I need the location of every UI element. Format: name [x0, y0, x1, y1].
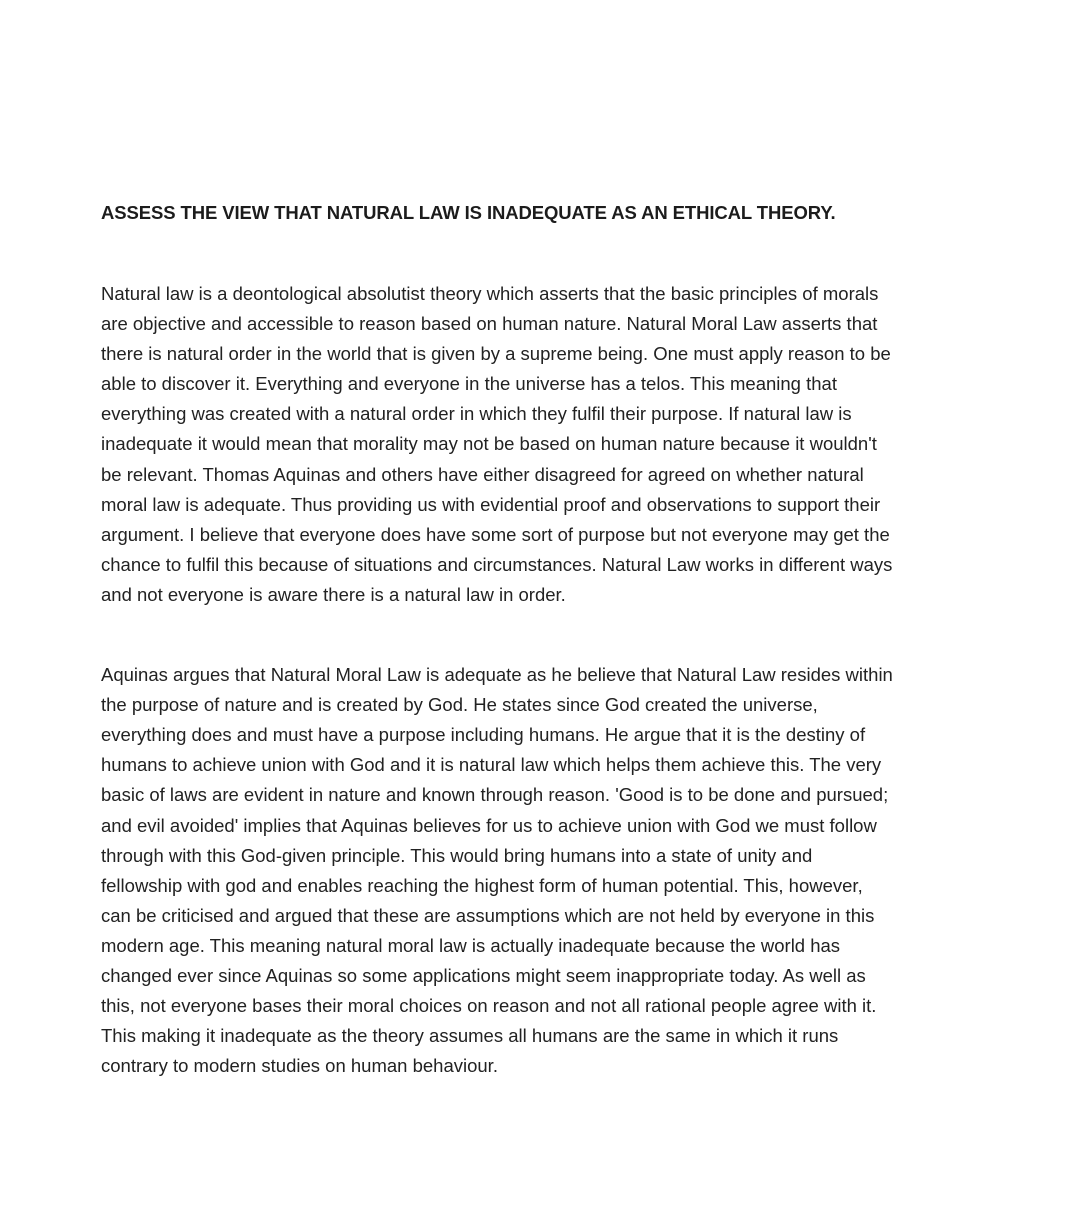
essay-paragraph-2: Aquinas argues that Natural Moral Law is adequate as he believe that Natural Law resides within the purpose of nature and is created by God. He states since God created the universe, everything does and must have a purpose including humans. He argue that it is the destiny of humans to achieve union with God and it is natural law which helps them achieve this. The very basic of laws are evident in nature and known through reason. 'Good is to be done and pursued; and evil avoided' implies that Aquinas believes for us to achieve union with God we must follow through with this God-given principle. This would bring humans into a state of unity and fellowship with god and enables reaching the highest form of human potential. This, however, can be criticised and argued that these are assumptions which are not held by everyone in this modern age. This meaning natural moral law is actually inadequate because the world has changed ever since Aquinas so some applications might seem inappropriate today. As well as this, not everyone bases their moral choices on reason and not all rational people agree with it. This making it inadequate as the theory assumes all humans are the same in which it runs contrary to modern studies on human behaviour.	[101, 664, 893, 1077]
essay-title: ASSESS THE VIEW THAT NATURAL LAW IS INADEQUATE AS AN ETHICAL THEORY.	[101, 202, 836, 223]
essay-paragraph-1: Natural law is a deontological absolutist theory which asserts that the basic principles of morals are objective and accessible to reason based on human nature. Natural Moral Law asserts that there is natural order in the world that is given by a supreme being. One must apply reason to be able to discover it. Everything and everyone in the universe has a telos. This meaning that everything was created with a natural order in which they fulfil their purpose. If natural law is inadequate it would mean that morality may not be based on human nature because it wouldn't be relevant. Thomas Aquinas and others have either disagreed for agreed on whether natural moral law is adequate. Thus providing us with evidential proof and observations to support their argument. I believe that everyone does have some sort of purpose but not everyone may get the chance to fulfil this because of situations and circumstances. Natural Law works in different ways and not everyone is aware there is a natural law in order.	[101, 283, 893, 605]
essay-document	[101, 199, 991, 1081]
